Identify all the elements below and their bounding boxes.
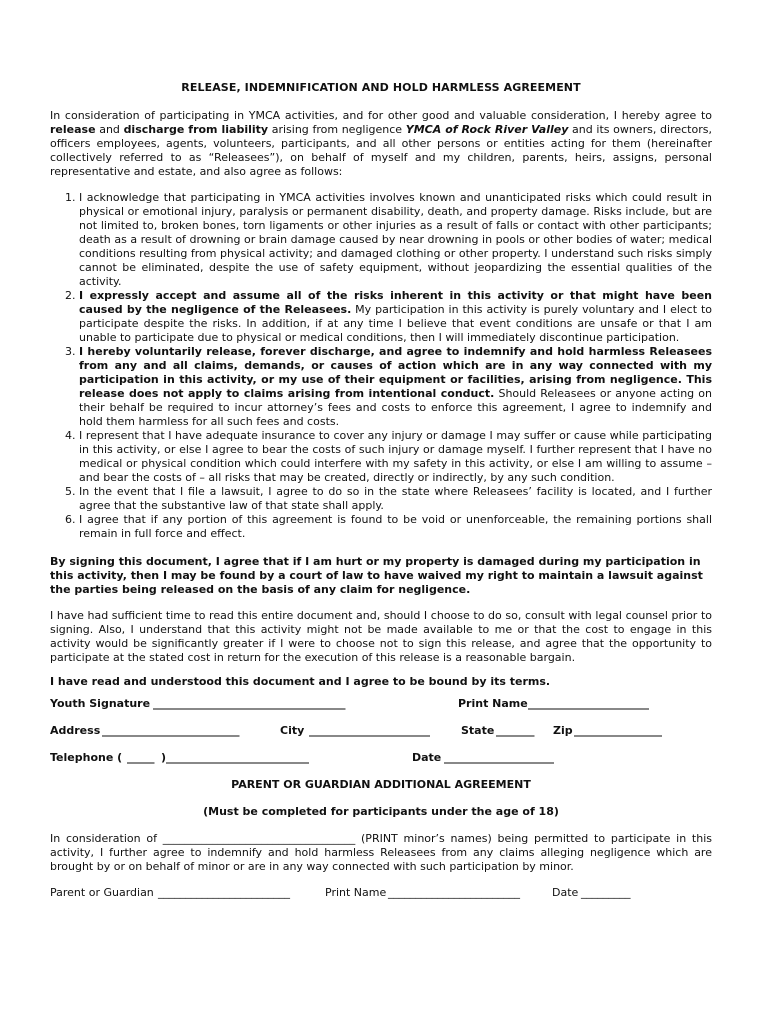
intro-text: and: [95, 123, 124, 136]
clause-2: [79, 289, 712, 345]
city-field[interactable]: ______________________: [309, 724, 430, 737]
clause-2-text: My participation in this activity is purely voluntary and I elect to participate despite the risks. In addition, if at any time I believe that event conditions are unsafe or that I am unable to participate due to physical or medical conditions, then I will immediately discontinue participation.: [79, 303, 712, 344]
parent-guardian-field[interactable]: ________________________: [158, 886, 290, 899]
telephone-close-paren: ): [161, 751, 167, 764]
clause-5: 5. In the event that I file a lawsuit, I agree to do so in the state where Releasees’ facility is located, and I further agree that the substantive law of that state shall apply.: [79, 485, 712, 513]
telephone-field[interactable]: __________________________: [166, 751, 309, 764]
clause-3: [79, 345, 712, 429]
clause-6: 6. I agree that if any portion of this agreement is found to be void or unenforceable, the remaining portions shall remain in full force and effect.: [79, 513, 712, 541]
read-understood-statement: I have read and understood this document and I agree to be bound by its terms.: [50, 675, 551, 688]
telephone-row: [50, 751, 712, 765]
print-name-field[interactable]: ______________________: [528, 697, 649, 710]
waiver-warning: By signing this document, I agree that if I am hurt or my property is damaged during my participation in this activity, then I may be found by a court of law to have waived my right to maintain a lawsuit against the parties being released on the basis of any claim for negligence.: [50, 555, 703, 596]
guardian-print-name-field[interactable]: ________________________: [388, 886, 520, 899]
guardian-print-name-label: Print Name: [325, 886, 387, 899]
intro-text: In consideration of participating in YMCA activities, and for other good and valuable consideration, I hereby agree to: [50, 109, 712, 122]
guardian-section-title: PARENT OR GUARDIAN ADDITIONAL AGREEMENT: [231, 778, 531, 791]
guardian-para-text: (PRINT minor’s names) being permitted to participate in this activity, I further agree to indemnify and hold harmless Releasees from any claims alleging negligence which are brought by or on behalf of minor or are in any way connected with such participation by minor.: [50, 832, 712, 873]
clause-3-text: Should Releasees or anyone acting on their behalf be required to incur attorney’s fees and costs to enforce this agreement, I agree to indemnify and hold them harmless for all such fees and costs.: [79, 387, 712, 428]
document-title: RELEASE, INDEMNIFICATION AND HOLD HARMLESS AGREEMENT: [181, 81, 581, 94]
clause-1: 1. I acknowledge that participating in YMCA activities involves known and unanticipated risks which could result in physical or emotional injury, paralysis or permanent disability, death, and property damage. Risks include, but are not limited to, broken bones, torn ligaments or other injuries as a result of falls or contact with other participants; death as a result of drowning or brain damage caused by near drowning in pools or other bodies of water; medical conditions resulting from physical activity; and damaged clothing or other property. I understand such risks simply cannot be eliminated, despite the use of safety equipment, without jeopardizing the essential qualities of the activity.: [79, 191, 712, 289]
state-label: State: [461, 724, 495, 737]
intro-release-term: release: [50, 123, 96, 136]
date-field[interactable]: ____________________: [444, 751, 554, 764]
minor-name-field[interactable]: ___________________________________: [162, 832, 356, 845]
guardian-paragraph: [50, 832, 712, 874]
intro-discharge-term: discharge from liability: [123, 123, 269, 136]
clause-2-bold: I expressly accept and assume all of the risks inherent in this activity or that might have been caused by the negligence of the Releasees.: [79, 289, 712, 316]
city-label: City: [280, 724, 305, 737]
address-field[interactable]: _________________________: [102, 724, 240, 737]
intro-organization-name: YMCA of Rock River Valley: [405, 123, 569, 136]
intro-paragraph: [50, 109, 712, 179]
print-name-label: Print Name: [458, 697, 528, 710]
guardian-para-text: In consideration of: [50, 832, 163, 845]
guardian-section-subtitle: (Must be completed for participants under the age of 18): [203, 805, 559, 818]
zip-label: Zip: [553, 724, 573, 737]
state-field[interactable]: _______: [496, 724, 535, 737]
clause-4: 4. I represent that I have adequate insurance to cover any injury or damage I may suffer or cause while participating in this activity, or else I agree to bear the costs of such injury or damage myself. I further represent that I have no medical or physical condition which could interfere with my safety in this activity, or else I am willing to assume – and bear the costs of – all risks that may be created, directly or indirectly, by any such condition.: [79, 429, 712, 485]
intro-text: and its owners, directors, officers employees, agents, volunteers, participants, and all other persons or entities acting for them (hereinafter collectively referred to as “Releasees”), on behalf of myself and my children, parents, heirs, assigns, personal representative and estate, and also agree as follows:: [50, 123, 712, 178]
guardian-date-label: Date: [552, 886, 579, 899]
telephone-label: Telephone (: [50, 751, 123, 764]
zip-field[interactable]: ________________: [574, 724, 662, 737]
guardian-signature-row: [50, 886, 712, 900]
address-label: Address: [50, 724, 101, 737]
guardian-date-field[interactable]: _________: [581, 886, 631, 899]
intro-text: arising from negligence: [268, 123, 406, 136]
release-form-page: [50, 81, 712, 900]
date-label: Date: [412, 751, 442, 764]
youth-signature-field[interactable]: ___________________________________: [153, 697, 346, 710]
youth-signature-label: Youth Signature: [50, 697, 151, 710]
area-code-field[interactable]: _____: [127, 751, 155, 764]
clause-3-bold: I hereby voluntarily release, forever discharge, and agree to indemnify and hold harmless Releasees from any and all claims, demands, or causes of action which are in any way connected with my participation in this activity, or my use of their equipment or facilities, arising from negligence. This release does not apply to claims arising from intentional conduct.: [79, 345, 712, 400]
parent-guardian-label: Parent or Guardian: [50, 886, 154, 899]
agreement-clauses: [50, 191, 712, 541]
signature-row: [50, 697, 712, 711]
sufficient-time-paragraph: I have had sufficient time to read this entire document and, should I choose to do so, consult with legal counsel prior to signing. Also, I understand that this activity might not be made available to me or that the cost to engage in this activity would be significantly greater if I were to choose not to sign this release, and agree that the opportunity to participate at the stated cost in return for the execution of this release is a reasonable bargain.: [50, 609, 712, 664]
address-row: [50, 724, 712, 738]
